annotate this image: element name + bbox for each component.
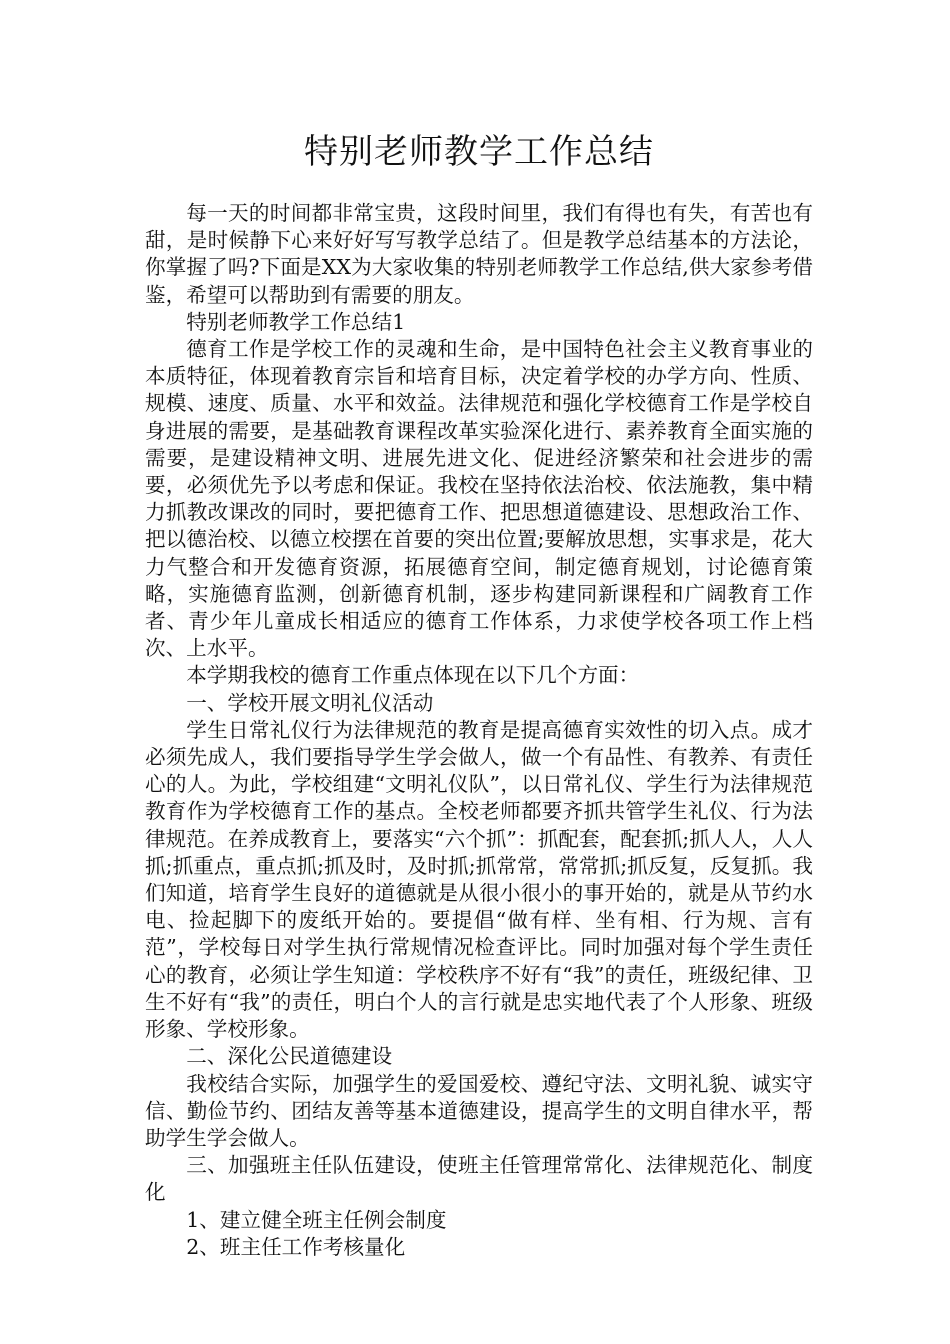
section-heading: 特别老师教学工作总结1 xyxy=(186,309,406,334)
list-item: 2、班主任工作考核量化 xyxy=(186,1234,406,1259)
body-paragraph: 我校结合实际，加强学生的爱国爱校、遵纪守法、文明礼貌、诚实守信、勤俭节约、团结友善等基本道德建设，提高学生的文明自律水平，帮助学生学会做人。 xyxy=(145,1071,813,1150)
document-page xyxy=(145,128,813,1261)
intro-paragraph: 每一天的时间都非常宝贵，这段时间里，我们有得也有失，有苦也有甜，是时候静下心来好好写写教学总结了。但是教学总结基本的方法论，你掌握了吗?下面是XX为大家收集的特别老师教学工作总结,供大家参考借鉴，希望可以帮助到有需要的朋友。 xyxy=(145,201,813,307)
section-heading: 一、学校开展文明礼仪活动 xyxy=(186,690,434,715)
body-paragraph: 学生日常礼仪行为法律规范的教育是提高德育实效性的切入点。成才必须先成人，我们要指导学生学会做人，做一个有品性、有教养、有责任心的人。为此，学校组建“文明礼仪队”，以日常礼仪、学生行为法律规范教育作为学校德育工作的基点。全校老师都要齐抓共管学生礼仪、行为法律规范。在养成教育上，要落实“六个抓”：抓配套，配套抓;抓人人，人人抓;抓重点，重点抓;抓及时，及时抓;抓常常，常常抓;抓反复，反复抓。我们知道，培育学生良好的道德就是从很小很小的事开始的，就是从节约水电、捡起脚下的废纸开始的。要提倡“做有样、坐有相、行为规、言有范”，学校每日对学生执行常规情况检查评比。同时加强对每个学生责任心的教育，必须让学生知道：学校秩序不好有“我”的责任，班级纪律、卫生不好有“我”的责任，明白个人的言行就是忠实地代表了个人形象、班级形象、学校形象。 xyxy=(145,717,813,1042)
list-item: 1、建立健全班主任例会制度 xyxy=(186,1207,447,1232)
body-paragraph: 德育工作是学校工作的灵魂和生命，是中国特色社会主义教育事业的本质特征，体现着教育宗旨和培育目标，决定着学校的办学方向、性质、规模、速度、质量、水平和效益。法律规范和强化学校德育工作是学校自身进展的需要，是基础教育课程改革实验深化进行、素养教育全面实施的需要，是建设精神文明、进展先进文化、促进经济繁荣和社会进步的需要，必须优先予以考虑和保证。我校在坚持依法治校、依法施教，集中精力抓教改课改的同时，要把德育工作、把思想道德建设、思想政治工作、把以德治校、以德立校摆在首要的突出位置;要解放思想，实事求是，花大力气整合和开发德育资源，拓展德育空间，制定德育规划，讨论德育策略，实施德育监测，创新德育机制，逐步构建同新课程和广阔教育工作者、青少年儿童成长相适应的德育工作体系，力求使学校各项工作上档次、上水平。 xyxy=(145,337,813,661)
section-heading: 三、加强班主任队伍建设，使班主任管理常常化、法律规范化、制度化 xyxy=(145,1153,813,1205)
body-paragraph: 本学期我校的德育工作重点体现在以下几个方面： xyxy=(186,663,640,688)
document-title: 特别老师教学工作总结 xyxy=(304,132,654,172)
section-heading: 二、深化公民道德建设 xyxy=(186,1044,393,1069)
